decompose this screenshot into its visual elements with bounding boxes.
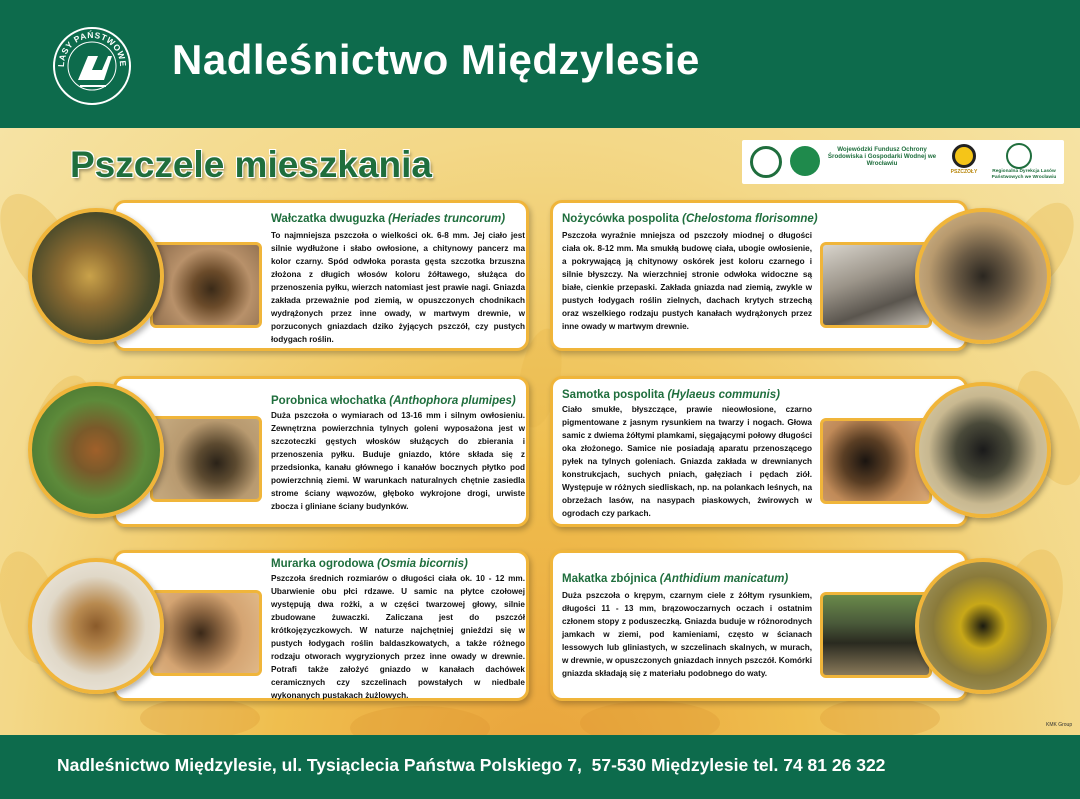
poster-area xyxy=(0,128,1080,735)
porobnica-description: Duża pszczoła o wymiarach od 13-16 mm i silnym owłosieniu. Zewnętrzna powierzchnia tylnych goleni wyposażona jest w szczoteczki gęstych włosków służących do zbierania i przenoszenia pyłku. Buduje gniazdo, które składa się z przedsionka, kanału głównego i kanałów bocznych płytko pod powierzchnią ziemi. W warunkach naturalnych chętnie zasiedla strome ściany wąwozów, głęboko wykrojone drogi, urwiste zbocza i gliniane ściany budynków. xyxy=(271,411,525,511)
walczatka-nest-photo xyxy=(150,242,262,328)
species-card-walczatka xyxy=(113,200,529,351)
species-card-nozycowka xyxy=(550,200,968,351)
murarka-description: Pszczoła średnich rozmiarów o długości ciała ok. 10 - 12 mm. Ubarwienie obu płci rdzawe. U samic na płytce czołowej występują dwa rożki, a w części twarzowej głowy, silnie zbudowane żuwaczki. Zaliczana jest do pszczół krótkojęzyczkowych. W naturze najchętniej gnieździ się w pustych łodygach roślin baldaszkowatych, a także różnego rodzaju otworach wygryzionych przez inne owady w drewnie. Potrafi także założyć gniazdo w kanałach dachówek ceramicznych czy szczelinach powstałych w niedbale wykonanych pustakach żużlowych. xyxy=(271,574,525,700)
wfosigw-name: Wojewódzki Fundusz Ochrony Środowiska i Gospodarki Wodnej we Wrocławiu xyxy=(827,146,937,168)
rdlp-icon xyxy=(1006,143,1032,169)
pszczoly-icon xyxy=(952,144,976,168)
samotka-title: Samotka pospolita (Hylaeus communis) xyxy=(562,389,780,401)
sponsor-logos xyxy=(742,140,1064,184)
species-card-murarka xyxy=(113,550,529,701)
nozycowka-description: Pszczoła wyraźnie mniejsza od pszczoły miodnej o długości ciała ok. 8-12 mm. Ma smukłą budowę ciała, ubogie owłosienie, a pokrywającą ją chitynowy oskórek jest koloru czarnego i silnie błyszczy. Na wierzchniej stronie odwłoka widoczne są białe, cienkie przepaski. Zakłada gniazda nad ziemią, zwykle w pustych łodygach roślin zielnych, dachach krytych strzechą oraz wszelkiego rodzaju pustych kanałach wydrążonych przez inne owady w martwym drewnie. xyxy=(562,231,812,331)
species-card-samotka xyxy=(550,376,968,527)
walczatka-description: To najmniejsza pszczoła o wielkości ok. 6-8 mm. Jej ciało jest silnie wydłużone i słabo owłosione, a chitynowy pancerz ma kolor czarny. Spód odwłoka porasta gęsta szczotka brzuszna złożona z długich włosów koloru żółtawego, służąca do przenoszenia pyłku, wierzch natomiast jest prawie nagi. Gniazda zakłada przeważnie pod ziemią, w opuszczonych chodnikach wydrążonych przez inne owady, w martwym drewnie, w porzuconych gniazdach dziko żyjących pszczół, czy pustych łodygach roślin. xyxy=(271,231,525,344)
porobnica-nest-photo xyxy=(150,416,262,502)
footer-bar xyxy=(0,735,1080,799)
walczatka-title: Wałczatka dwuguzka (Heriades truncorum) xyxy=(271,213,506,225)
page-title: Nadleśnictwo Międzylesie xyxy=(172,36,700,83)
makatka-title: Makatka zbójnica (Anthidium manicatum) xyxy=(562,573,789,585)
lasy-panstwowe-logo xyxy=(52,26,132,106)
makatka-description: Duża pszczoła o krępym, czarnym ciele z żółtym rysunkiem, długości 11 - 13 mm, brązowoczarnych oczach i ostatnim członem stopy z poduszeczką. Gniazda buduje w różnorodnych jamkach w ziemi, pod kamieniami, często w ścianach lessowych lub gliniastych, w szczelinach skalnych, w murach, w drewnie, w opuszczonych gniazdach innych pszczół. Komórki gniazda składają się z materiału podobnego do waty. xyxy=(562,591,812,678)
nozycowka-title: Nożycówka pospolita (Chelostoma florisomne) xyxy=(562,213,818,225)
murarka-nest-photo xyxy=(150,590,262,676)
samotka-description: Ciało smukłe, błyszczące, prawie nieowłosione, czarno pigmentowane z jasnym rysunkiem na twarzy i nogach. Głowa samic z dwiema żółtymi plamkami, sięgającymi połowy długości oka złożonego. Samice nie posiadają aparatu przenoszącego pyłek na tylnych goleniach. Gniazda zakłada w drewnianych konstrukcjach, suchych pniach, gałęziach i pędach ziół. Występuje w różnych siedliskach, np. na polankach leśnych, na obrzeżach lasów, na nasypach piaskowych, żwirowych w ogrodach czy parkach. xyxy=(562,405,812,518)
murarka-photo xyxy=(28,558,164,694)
species-card-porobnica xyxy=(113,376,529,527)
header-bar xyxy=(0,0,1080,128)
walczatka-photo xyxy=(28,208,164,344)
rdlp-name: Regionalna Dyrekcja Lasów Państwowych we Wrocławiu xyxy=(991,169,1057,180)
porobnica-photo xyxy=(28,382,164,518)
section-title: Pszczele mieszkania xyxy=(70,144,432,185)
wfosigw-icon xyxy=(790,146,820,176)
logo-text: LASY PAŃSTWOWE xyxy=(55,29,129,68)
makatka-photo xyxy=(915,558,1051,694)
ochrona-icon xyxy=(750,146,782,178)
porobnica-title: Porobnica włochatka (Anthophora plumipes) xyxy=(271,395,516,407)
nozycowka-photo xyxy=(915,208,1051,344)
credit-label: KMK Group xyxy=(1046,722,1073,728)
footer-address: Nadleśnictwo Międzylesie, ul. Tysiąclecia Państwa Polskiego 7, 57-530 Międzylesie tel. 74 81 26 322 xyxy=(57,755,886,775)
species-card-makatka xyxy=(550,550,968,701)
samotka-photo xyxy=(915,382,1051,518)
pszczoly-label: PSZCZOŁY xyxy=(950,169,978,175)
murarka-title: Murarka ogrodowa (Osmia bicornis) xyxy=(271,558,468,570)
